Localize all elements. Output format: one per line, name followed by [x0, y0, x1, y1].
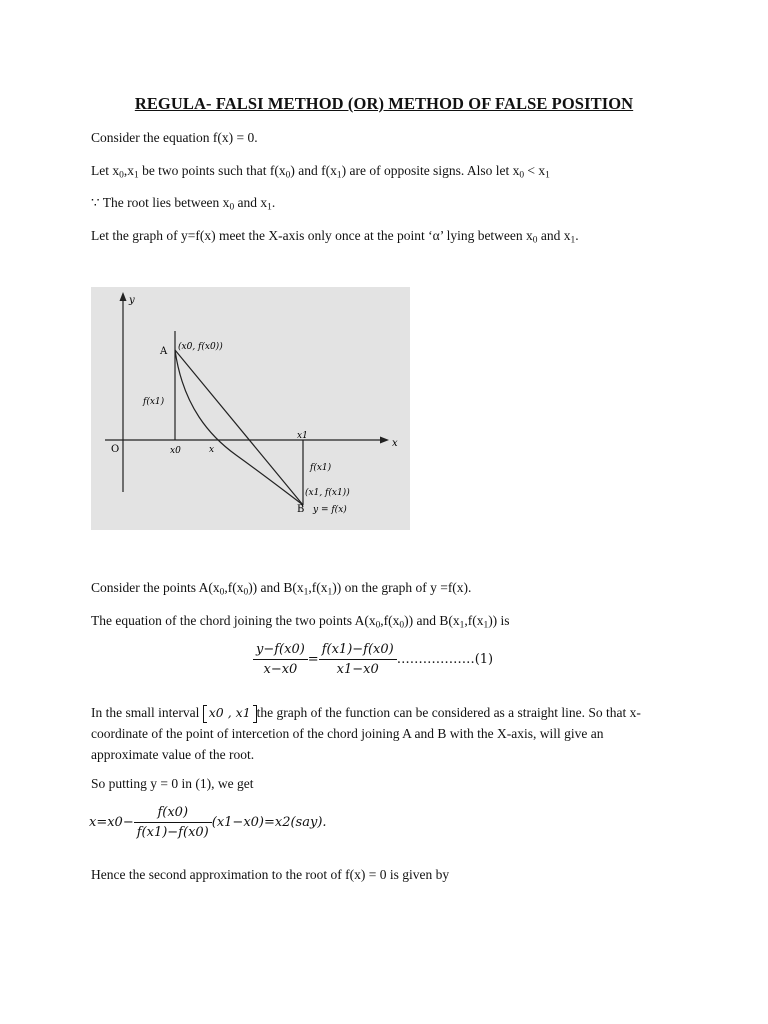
- eq2-fraction: $\frac{f(x0)}{f(x1)-f(x0)}$: [134, 805, 212, 840]
- paragraph-chord-equation: The equation of the chord joining the two points $A(x_0,f(x_0))$ and $B(x_1,f(x_1))$ is: [91, 613, 510, 631]
- origin-label: O: [111, 444, 120, 455]
- fx1-right-label: f(x1): [310, 463, 332, 473]
- x-axis-label: x: [392, 438, 398, 449]
- paragraph-consider-points: Consider the points $A(x_0,f(x_0))$ and $B(x_1,f(x_1))$ on the graph of y =f(x).: [91, 580, 472, 598]
- eq1-left-fraction: $\frac{y-f(x0)}{x-x0}$: [253, 642, 308, 677]
- paragraph-equation: Consider the equation f(x) = 0.: [91, 130, 258, 145]
- point-b-label: B: [297, 504, 305, 515]
- x1-tick-label: x1: [297, 431, 308, 441]
- paragraph-small-interval: In the small interval x0 , x1 the graph of the function can be considered as a straight line. So that x-coordinate of the point of intercetion of the chord joining A and B with the X-axis, will give an approximate value of the root.: [91, 705, 641, 762]
- curve-label: y = f(x): [313, 505, 347, 515]
- x0-tick-label: x0: [170, 446, 181, 456]
- page-title: REGULA- FALSI METHOD (OR) METHOD OF FALSE POSITION: [134, 94, 634, 113]
- paragraph-opposite-signs: Let $x_0,x_1$ be two points such that $f(x_0)$ and $f(x_1)$ are of opposite signs. Also let $x_0 < x_1$: [91, 163, 550, 181]
- paragraph-putting-y: So putting y = 0 in (1), we get: [91, 776, 254, 791]
- eq1-right-fraction: $\frac{f(x1)-f(x0)}{x1-x0}$: [319, 642, 397, 677]
- regula-falsi-figure: [91, 287, 410, 530]
- equation-1: $\frac{y-f(x0)}{x-x0}$ = $\frac{f(x1)-f(x0)}{x1-x0}$ ………………(1): [253, 642, 493, 677]
- paragraph-second-approximation: Hence the second approximation to the root of f(x) = 0 is given by: [91, 867, 450, 882]
- paragraph-graph-meets: Let the graph of y=f(x) meet the X-axis only once at the point ‘α’ lying between $x_0$ and $x_1$.: [91, 228, 579, 246]
- y-axis-label: y: [129, 295, 135, 306]
- fx1-left-label: f(x1): [143, 397, 165, 407]
- point-a-coords: (x0, f(x0)): [178, 342, 223, 352]
- paragraph-root-lies: ∵ The root lies between $x_0$ and $x_1$.: [91, 195, 276, 213]
- equation-2: x=x0− $\frac{f(x0)}{f(x1)-f(x0)}$ (x1−x0)=x2(say).: [89, 805, 327, 840]
- point-a-label: A: [160, 346, 168, 357]
- x-intercept-label: x: [209, 445, 215, 455]
- point-b-coords: (x1, f(x1)): [305, 488, 350, 498]
